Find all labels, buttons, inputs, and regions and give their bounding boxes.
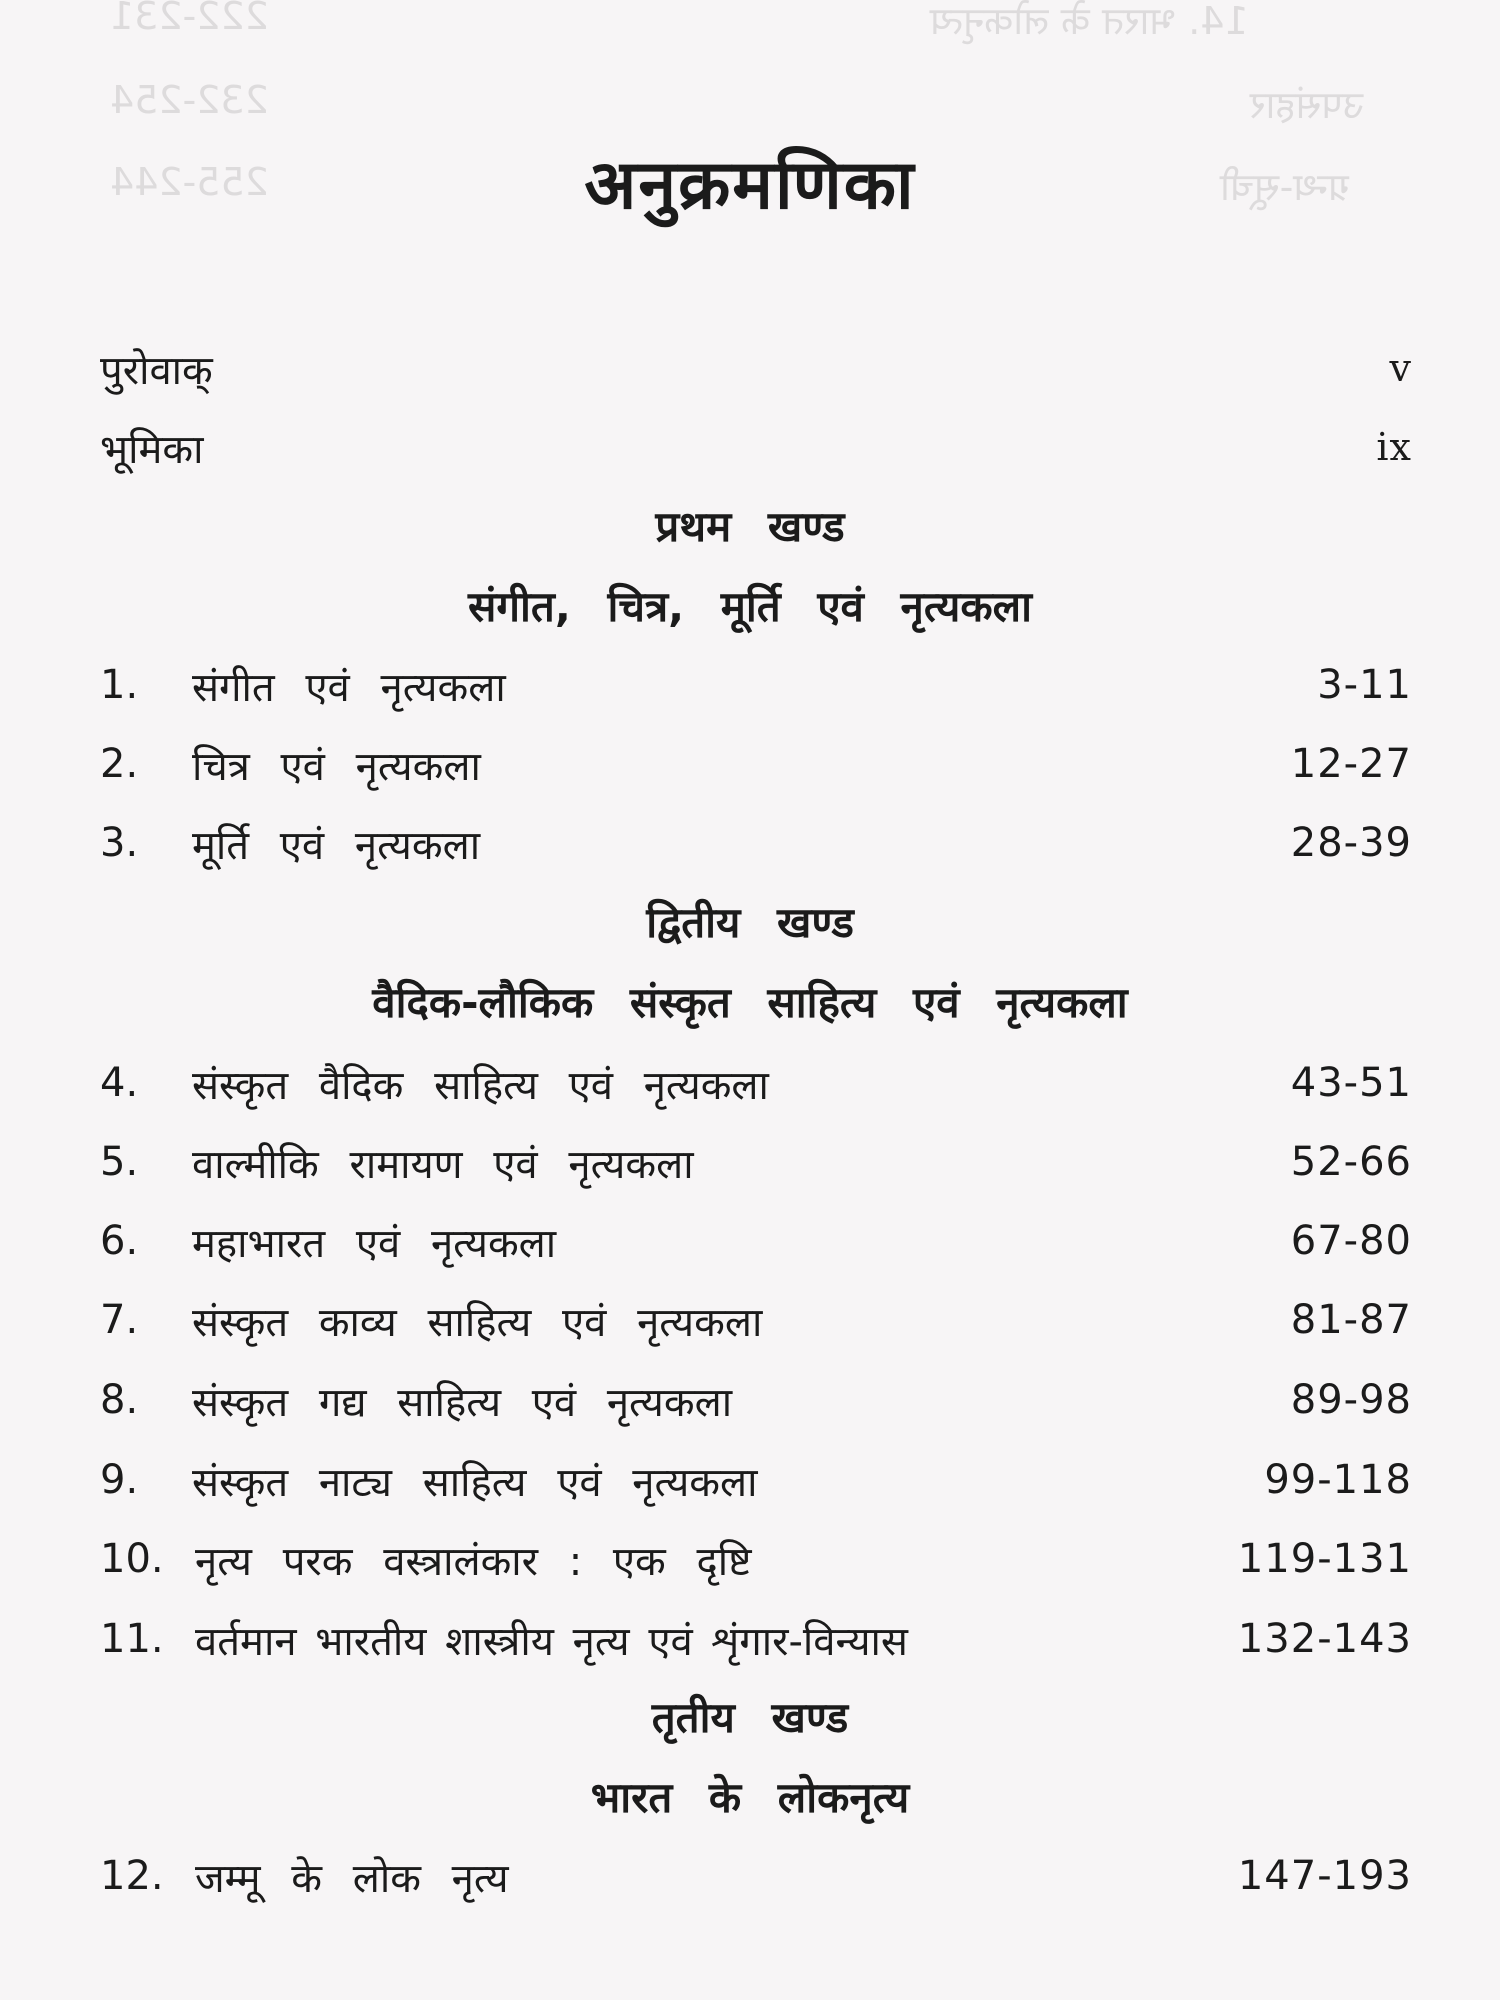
- toc-entry: [100, 1132, 1412, 1192]
- bleed-through-line-3: 255-244: [110, 160, 269, 204]
- toc-entry-number: 1.: [100, 662, 139, 708]
- toc-entry-pages: 3-11: [1317, 662, 1412, 708]
- toc-entry-number: 4.: [100, 1060, 139, 1106]
- toc-entry-number: 11.: [100, 1616, 164, 1662]
- toc-entry-label: संगीत एवं नृत्यकला: [192, 664, 506, 711]
- toc-entry-label: महाभारत एवं नृत्यकला: [192, 1220, 557, 1267]
- toc-entry-number: 12.: [100, 1853, 164, 1899]
- toc-entry: [100, 1370, 1412, 1430]
- toc-entry: [100, 655, 1412, 715]
- toc-entry-pages: 99-118: [1264, 1457, 1412, 1503]
- toc-entry: [100, 813, 1412, 873]
- bleed-through-line-2: 232-254: [110, 78, 269, 122]
- toc-entry-label: संस्कृत गद्य साहित्य एवं नृत्यकला: [192, 1379, 733, 1426]
- toc-entry: [100, 1053, 1412, 1113]
- toc-entry-number: 10.: [100, 1536, 164, 1582]
- toc-entry-pages: 119-131: [1237, 1536, 1412, 1582]
- toc-entry-pages: 43-51: [1290, 1060, 1412, 1106]
- toc-entry: [100, 1609, 1412, 1669]
- toc-entry-label: भूमिका: [100, 426, 204, 473]
- toc-entry-label: वाल्मीकि रामायण एवं नृत्यकला: [192, 1141, 694, 1188]
- bleed-through-line-2b: उपसंहार: [1250, 83, 1364, 127]
- toc-entry-label: जम्मू के लोक नृत्य: [195, 1855, 509, 1902]
- toc-entry-number: 2.: [100, 741, 139, 787]
- toc-entry: [100, 1450, 1412, 1510]
- toc-entry-pages: 147-193: [1237, 1853, 1412, 1899]
- toc-entry-label: पुरोवाक्: [100, 347, 213, 394]
- toc-entry-foreword: [100, 338, 1412, 398]
- part-subtitle: संगीत, चित्र, मूर्ति एवं नृत्यकला: [468, 582, 1032, 631]
- toc-entry-pages: 28-39: [1290, 820, 1412, 866]
- toc-entry: [100, 1529, 1412, 1589]
- toc-entry-number: 7.: [100, 1297, 139, 1343]
- toc-entry-introduction: [100, 417, 1412, 477]
- part-heading: द्वितीय खण्ड: [646, 898, 854, 947]
- part-subtitle: भारत के लोकनृत्य: [590, 1773, 910, 1822]
- toc-entry-pages: v: [1389, 346, 1412, 390]
- part-subtitle: वैदिक-लौकिक संस्कृत साहित्य एवं नृत्यकला: [372, 978, 1128, 1027]
- toc-entry-pages: 52-66: [1290, 1139, 1412, 1185]
- part-heading: तृतीय खण्ड: [651, 1693, 849, 1742]
- toc-entry-pages: 81-87: [1290, 1297, 1412, 1343]
- toc-entry-pages: ix: [1376, 425, 1412, 469]
- toc-entry-pages: 12-27: [1290, 741, 1412, 787]
- toc-entry-number: 5.: [100, 1139, 139, 1185]
- bleed-through-line-1b: 14. भारत के लोकनृत्य: [930, 0, 1249, 43]
- toc-entry-label: चित्र एवं नृत्यकला: [192, 743, 481, 790]
- toc-entry-pages: 67-80: [1290, 1218, 1412, 1264]
- page-title: अनुक्रमणिका: [584, 146, 916, 225]
- toc-entry-label: नृत्य परक वस्त्रालंकार : एक दृष्टि: [195, 1538, 752, 1585]
- toc-entry: [100, 1211, 1412, 1271]
- toc-entry-number: 8.: [100, 1377, 139, 1423]
- toc-entry-label: वर्तमान भारतीय शास्त्रीय नृत्य एवं शृंगार-विन्यास: [195, 1618, 908, 1665]
- toc-entry-number: 9.: [100, 1457, 139, 1503]
- toc-entry-label: मूर्ति एवं नृत्यकला: [192, 822, 481, 869]
- bleed-through-line-1: 222-231: [110, 0, 269, 38]
- toc-entry-label: संस्कृत नाट्य साहित्य एवं नृत्यकला: [192, 1459, 758, 1506]
- toc-entry: [100, 1846, 1412, 1906]
- toc-entry-number: 6.: [100, 1218, 139, 1264]
- toc-entry: [100, 1290, 1412, 1350]
- part-heading: प्रथम खण्ड: [655, 502, 845, 551]
- bleed-through-line-3b: ग्रन्थ-सूची: [1220, 165, 1350, 209]
- toc-entry-pages: 132-143: [1237, 1616, 1412, 1662]
- toc-entry-number: 3.: [100, 820, 139, 866]
- toc-entry-label: संस्कृत वैदिक साहित्य एवं नृत्यकला: [192, 1062, 769, 1109]
- toc-entry-label: संस्कृत काव्य साहित्य एवं नृत्यकला: [192, 1299, 763, 1346]
- toc-entry-pages: 89-98: [1290, 1377, 1412, 1423]
- toc-entry: [100, 734, 1412, 794]
